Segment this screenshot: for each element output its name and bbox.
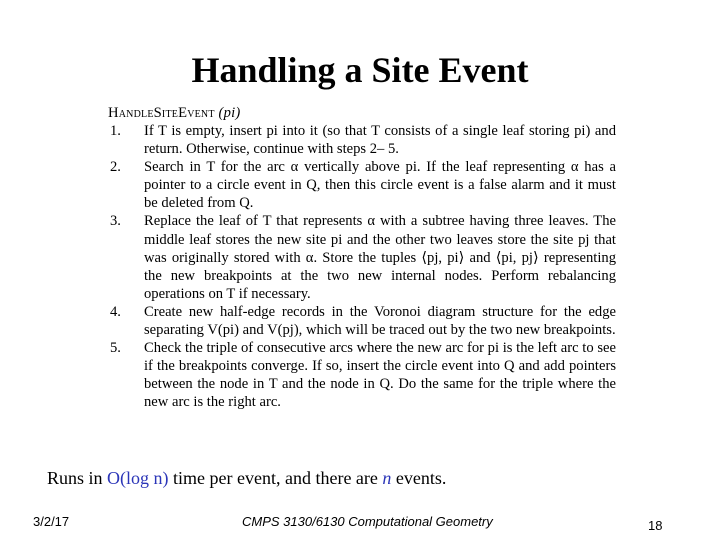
step-text: Check the triple of consecutive arcs where the new arc for pi is the left arc to see if the breakpoints converge. If so, insert the circle event into Q and add pointers between the node in T and the node in Q. Do the same for the triple where the new arc is the right arc. <box>144 340 616 411</box>
page-number: 18 <box>648 518 663 533</box>
summary-suffix: events. <box>391 468 447 488</box>
summary-n: n <box>382 468 392 488</box>
step-number: 3. <box>110 213 121 230</box>
summary-prefix: Runs in <box>47 468 108 488</box>
step-number: 2. <box>110 159 121 176</box>
step-text: If T is empty, insert pi into it (so that T consists of a single leaf storing pi) and return. Otherwise, continue with steps 2– 5. <box>144 123 616 158</box>
algorithm-step <box>108 212 616 302</box>
algorithm-step <box>108 122 616 158</box>
step-text: Search in T for the arc α vertically above pi. If the leaf representing α has a pointer to a circle event in Q, then this circle event is a false alarm and it must be deleted from Q. <box>144 159 616 212</box>
algorithm-block <box>108 104 616 412</box>
step-text: Create new half-edge records in the Voronoi diagram structure for the edge separating V(pi) and V(pj), which will be traced out by the two new breakpoints. <box>144 303 616 339</box>
algorithm-steps <box>108 122 616 412</box>
algorithm-step <box>108 303 616 339</box>
step-number: 4. <box>110 303 121 320</box>
summary-complexity: O(log n) <box>107 468 169 488</box>
summary-line <box>47 466 446 490</box>
algorithm-step <box>108 339 616 411</box>
algorithm-param: (pi) <box>218 105 241 121</box>
algorithm-name: HandleSiteEvent <box>108 105 215 121</box>
footer-course: CMPS 3130/6130 Computational Geometry <box>242 514 493 529</box>
step-text: Replace the leaf of T that represents α with a subtree having three leaves. The middle leaf stores the new site pi and the other two leaves store the site pj that was originally stored with α. Store the tuples ⟨pj, pi⟩ and ⟨pi, pj⟩ representing the new breakpoints at the two new internal nodes. Perform rebalancing operations on T if necessary. <box>144 213 616 302</box>
algorithm-step <box>108 158 616 212</box>
slide-title: Handling a Site Event <box>191 50 529 90</box>
footer-date: 3/2/17 <box>33 514 70 529</box>
algorithm-header <box>108 104 616 122</box>
summary-middle: time per event, and there are <box>168 468 383 488</box>
step-number: 1. <box>110 123 121 139</box>
step-number: 5. <box>110 340 121 357</box>
